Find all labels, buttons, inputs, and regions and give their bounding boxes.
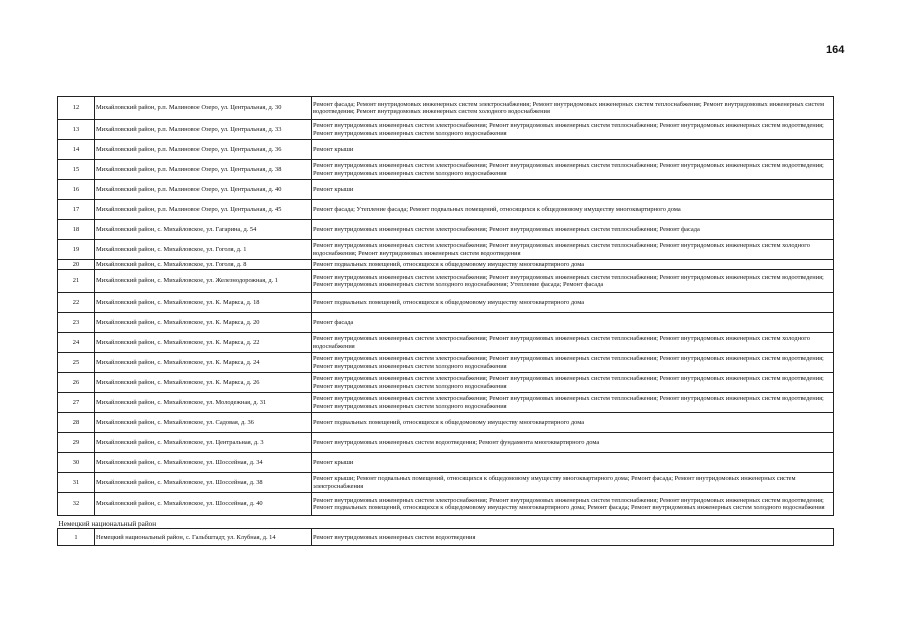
- row-address: Михайловский район, с. Михайловское, ул. К. Маркса, д. 20: [95, 313, 312, 333]
- row-address: Михайловский район, р.п. Малиновое Озеро, ул. Центральная, д. 40: [95, 180, 312, 200]
- row-address: Михайловский район, р.п. Малиновое Озеро, ул. Центральная, д. 38: [95, 160, 312, 180]
- row-works: Ремонт фасада; Утепление фасада; Ремонт подвальных помещений, относящихся к общедомовому имуществу многоквартирного дома: [312, 200, 834, 220]
- row-works: Ремонт внутридомовых инженерных систем электроснабжения; Ремонт внутридомовых инженерных систем теплоснабжения; Ремонт внутридомовых инженерных систем водоотведения; Ремонт внутридомовых инженерных систем холодного водоснабжения: [312, 160, 834, 180]
- row-works: Ремонт крыши: [312, 180, 834, 200]
- table-row: [58, 240, 834, 260]
- row-number: 19: [58, 240, 95, 260]
- row-works: Ремонт крыши; Ремонт подвальных помещений, относящихся к общедомовому имуществу многоквартирного дома; Ремонт фасада; Ремонт внутридомовых инженерных систем электроснабжения: [312, 473, 834, 493]
- table-row: [58, 200, 834, 220]
- row-address: Михайловский район, с. Михайловское, ул. Шоссейная, д. 38: [95, 473, 312, 493]
- row-address: Михайловский район, с. Михайловское, ул. К. Маркса, д. 18: [95, 293, 312, 313]
- row-address: Михайловский район, с. Михайловское, ул. К. Маркса, д. 26: [95, 373, 312, 393]
- row-address: Михайловский район, с. Михайловское, ул. К. Маркса, д. 24: [95, 353, 312, 373]
- row-number: 13: [58, 120, 95, 140]
- row-works: Ремонт подвальных помещений, относящихся к общедомовому имуществу многоквартирного дома: [312, 293, 834, 313]
- table-row: [58, 473, 834, 493]
- row-number: 1: [58, 529, 95, 546]
- row-number: 20: [58, 260, 95, 270]
- row-works: Ремонт внутридомовых инженерных систем электроснабжения; Ремонт внутридомовых инженерных систем теплоснабжения; Ремонт внутридомовых инженерных систем водоотведения; Ремонт внутридомовых инженерных систем холодного водоснабжения; Утепление фасада; Ремонт фасада: [312, 270, 834, 293]
- table-row: [58, 373, 834, 393]
- row-address: Михайловский район, с. Михайловское, ул. Садовая, д. 36: [95, 413, 312, 433]
- row-number: 31: [58, 473, 95, 493]
- table-row: [58, 180, 834, 200]
- row-works: Ремонт крыши: [312, 140, 834, 160]
- row-number: 24: [58, 333, 95, 353]
- row-number: 18: [58, 220, 95, 240]
- row-address: Немецкий национальный район, с. Гальбштадт, ул. Клубная, д. 14: [95, 529, 312, 546]
- row-address: Михайловский район, с. Михайловское, ул. Гоголя, д. 1: [95, 240, 312, 260]
- row-address: Михайловский район, с. Михайловское, ул. Гоголя, д. 8: [95, 260, 312, 270]
- row-number: 15: [58, 160, 95, 180]
- row-number: 29: [58, 433, 95, 453]
- row-works: Ремонт внутридомовых инженерных систем электроснабжения; Ремонт внутридомовых инженерных систем теплоснабжения; Ремонт внутридомовых инженерных систем холодного водоснабжения; Ремонт внутридомовых инженерных систем водоотведения: [312, 240, 834, 260]
- table-row: [58, 333, 834, 353]
- row-address: Михайловский район, р.п. Малиновое Озеро, ул. Центральная, д. 30: [95, 97, 312, 120]
- table-row: [58, 393, 834, 413]
- row-address: Михайловский район, с. Михайловское, ул. К. Маркса, д. 22: [95, 333, 312, 353]
- row-works: Ремонт крыши: [312, 453, 834, 473]
- table-row: [58, 529, 834, 546]
- row-address: Михайловский район, с. Михайловское, ул. Шоссейная, д. 34: [95, 453, 312, 473]
- row-number: 14: [58, 140, 95, 160]
- row-works: Ремонт подвальных помещений, относящихся к общедомовому имуществу многоквартирного дома: [312, 260, 834, 270]
- row-number: 32: [58, 493, 95, 516]
- row-works: Ремонт фасада; Ремонт внутридомовых инженерных систем электроснабжения; Ремонт внутридомовых инженерных систем теплоснабжения; Ремонт внутридомовых инженерных систем водоотведения; Ремонт внутридомовых инженерных систем холодного водоснабжения: [312, 97, 834, 120]
- row-number: 21: [58, 270, 95, 293]
- row-number: 12: [58, 97, 95, 120]
- row-address: Михайловский район, р.п. Малиновое Озеро, ул. Центральная, д. 36: [95, 140, 312, 160]
- row-works: Ремонт внутридомовых инженерных систем электроснабжения; Ремонт внутридомовых инженерных систем теплоснабжения; Ремонт внутридомовых инженерных систем водоотведения; Ремонт внутридомовых инженерных систем холодного водоснабжения: [312, 353, 834, 373]
- row-address: Михайловский район, с. Михайловское, ул. Центральная, д. 3: [95, 433, 312, 453]
- row-number: 22: [58, 293, 95, 313]
- row-address: Михайловский район, р.п. Малиновое Озеро, ул. Центральная, д. 33: [95, 120, 312, 140]
- repair-table-container: [57, 96, 828, 546]
- row-works: Ремонт внутридомовых инженерных систем электроснабжения; Ремонт внутридомовых инженерных систем теплоснабжения; Ремонт внутридомовых инженерных систем водоотведения; Ремонт внутридомовых инженерных систем холодного водоснабжения: [312, 373, 834, 393]
- row-number: 25: [58, 353, 95, 373]
- table-row: [58, 160, 834, 180]
- page-number: 164: [826, 44, 845, 56]
- table-row: [58, 120, 834, 140]
- table-row: [58, 413, 834, 433]
- table-row: [58, 270, 834, 293]
- table-row: [58, 453, 834, 473]
- table-row: [58, 140, 834, 160]
- table-row: [58, 313, 834, 333]
- table-row: [58, 293, 834, 313]
- table-row: [58, 493, 834, 516]
- row-number: 23: [58, 313, 95, 333]
- table-row: [58, 433, 834, 453]
- district-heading-row: [58, 516, 834, 529]
- row-works: Ремонт фасада: [312, 313, 834, 333]
- row-works: Ремонт внутридомовых инженерных систем электроснабжения; Ремонт внутридомовых инженерных систем теплоснабжения; Ремонт внутридомовых инженерных систем водоотведения; Ремонт внутридомовых инженерных систем холодного водоснабжения: [312, 120, 834, 140]
- table-row: [58, 260, 834, 270]
- row-works: Ремонт внутридомовых инженерных систем электроснабжения; Ремонт внутридомовых инженерных систем теплоснабжения; Ремонт внутридомовых инженерных систем холодного водоснабжения: [312, 333, 834, 353]
- row-number: 28: [58, 413, 95, 433]
- row-number: 30: [58, 453, 95, 473]
- table-row: [58, 353, 834, 373]
- row-works: Ремонт внутридомовых инженерных систем электроснабжения; Ремонт внутридомовых инженерных систем теплоснабжения; Ремонт внутридомовых инженерных систем водоотведения; Ремонт подвальных помещений, относящихся к общедомовому имуществу многоквартирного дома; Ремонт фасада; Ремонт внутридомовых инженерных систем холодного водоснабжения: [312, 493, 834, 516]
- row-works: Ремонт внутридомовых инженерных систем электроснабжения; Ремонт внутридомовых инженерных систем теплоснабжения; Ремонт внутридомовых инженерных систем водоотведения; Ремонт внутридомовых инженерных систем холодного водоснабжения: [312, 393, 834, 413]
- district-heading: Немецкий национальный район: [58, 516, 834, 529]
- row-address: Михайловский район, с. Михайловское, ул. Молодежная, д. 31: [95, 393, 312, 413]
- table-row: [58, 220, 834, 240]
- row-works: Ремонт внутридомовых инженерных систем водоотведения; Ремонт фундамента многоквартирного дома: [312, 433, 834, 453]
- row-works: Ремонт внутридомовых инженерных систем электроснабжения; Ремонт внутридомовых инженерных систем теплоснабжения; Ремонт фасада: [312, 220, 834, 240]
- row-address: Михайловский район, с. Михайловское, ул. Железнодорожная, д. 1: [95, 270, 312, 293]
- row-number: 27: [58, 393, 95, 413]
- row-address: Михайловский район, с. Михайловское, ул. Шоссейная, д. 40: [95, 493, 312, 516]
- table-row: [58, 97, 834, 120]
- row-works: Ремонт внутридомовых инженерных систем водоотведения: [312, 529, 834, 546]
- row-works: Ремонт подвальных помещений, относящихся к общедомовому имуществу многоквартирного дома: [312, 413, 834, 433]
- row-address: Михайловский район, р.п. Малиновое Озеро, ул. Центральная, д. 45: [95, 200, 312, 220]
- repair-table: [57, 96, 834, 546]
- row-address: Михайловский район, с. Михайловское, ул. Гагарина, д. 54: [95, 220, 312, 240]
- row-number: 16: [58, 180, 95, 200]
- row-number: 26: [58, 373, 95, 393]
- row-number: 17: [58, 200, 95, 220]
